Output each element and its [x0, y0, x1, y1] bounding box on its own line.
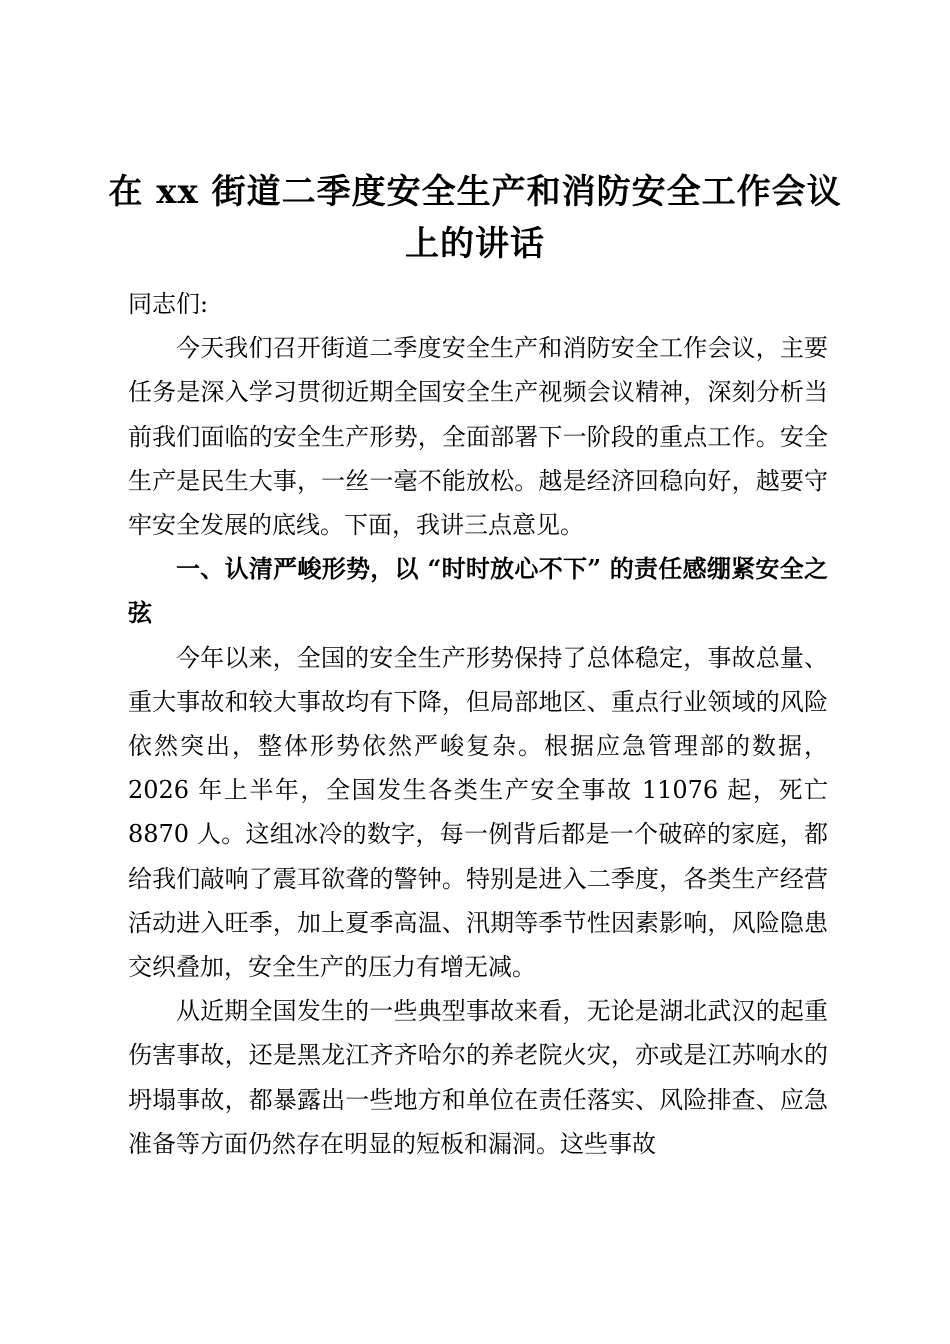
document-title: 在 xx 街道二季度安全生产和消防安全工作会议上的讲话: [108, 172, 842, 264]
document-body: [128, 282, 828, 1166]
salutation: 同志们:: [128, 290, 209, 318]
paragraph-situation: 今年以来，全国的安全生产形势保持了总体稳定，事故总量、重大事故和较大事故均有下降，但局部地区、重点行业领域的风险依然突出，整体形势依然严峻复杂。根据应急管理部的数据，2026 年上半年，全国发生各类生产安全事故 11076 起，死亡 8870 人。这组冰冷的数字，每一例背后都是一个破碎的家庭，都给我们敲响了震耳欲聋的警钟。特别是进入二季度，各类生产经营活动进入旺季，加上夏季高温、汛期等季节性因素影响，风险隐患交织叠加，安全生产的压力有增无减。: [128, 643, 828, 982]
paragraph-intro: 今天我们召开街道二季度安全生产和消防安全工作会议，主要任务是深入学习贯彻近期全国安全生产视频会议精神，深刻分析当前我们面临的安全生产形势，全面部署下一阶段的重点工作。安全生产是民生大事，一丝一毫不能放松。越是经济回稳向好，越要守牢安全发展的底线。下面，我讲三点意见。: [128, 334, 828, 540]
section-heading-1: 一、认清严峻形势，以 “时时放心不下” 的责任感绷紧安全之弦: [128, 554, 828, 628]
paragraph-accidents: 从近期全国发生的一些典型事故来看，无论是湖北武汉的起重伤害事故，还是黑龙江齐齐哈尔的养老院火灾，亦或是江苏响水的坍塌事故，都暴露出一些地方和单位在责任落实、风险排查、应急准备等方面仍然存在明显的短板和漏洞。这些事故: [128, 997, 828, 1158]
